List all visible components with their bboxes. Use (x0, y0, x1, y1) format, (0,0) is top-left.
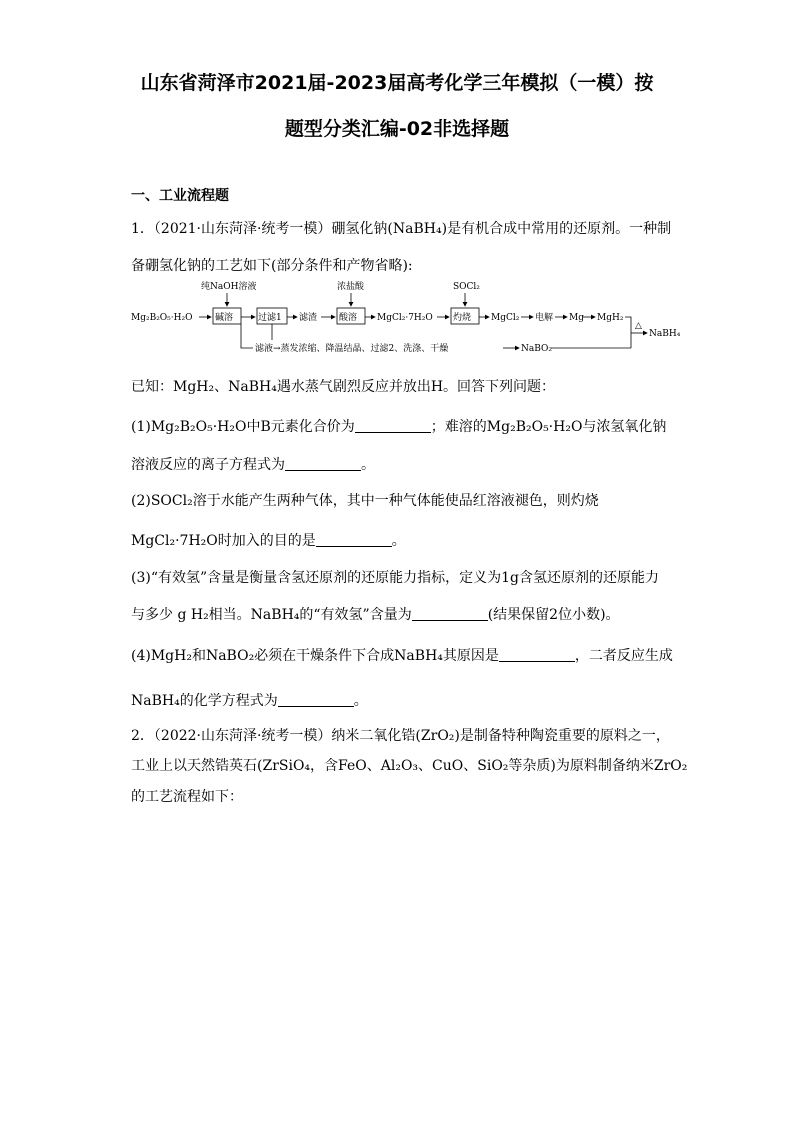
q2-intro-line3: 的工艺流程如下： (131, 789, 243, 805)
flow-mg: Mg (569, 313, 584, 323)
section-heading: 一、工业流程题 (131, 188, 229, 204)
flow-electrolysis: 电解 (535, 313, 554, 323)
q1-part1-line1 (131, 416, 666, 436)
q1-p3b-pre: 与多少 g H₂相当。NaBH₄的“有效氢”含量为 (131, 607, 412, 623)
q1-p1a-pre: (1)Mg₂B₂O₅·H₂O中B元素化合价为 (131, 419, 355, 435)
q1-part3-line1: (3)“有效氢”含量是衡量含氢还原剂的还原能力指标，定义为1g含氢还原剂的还原能力 (131, 570, 660, 586)
flow-reagent-socl2: SOCl₂ (453, 282, 480, 292)
q1-part4-line1 (131, 645, 673, 665)
q1-part2-line2 (131, 530, 406, 550)
q1-p3b-post: (结果保留2位小数)。 (487, 607, 620, 623)
q1-part1-line2 (131, 454, 375, 474)
flow-heat: △ (635, 321, 642, 331)
flow-reagent-hcl: 浓盐酸 (337, 282, 365, 292)
q2-intro-line2: 工业上以天然锆英石(ZrSiO₄，含FeO、Al₂O₃、CuO、SiO₂等杂质)为原料制备纳米ZrO₂ (131, 758, 688, 774)
flow-product: NaBH₄ (649, 329, 681, 339)
q1-p4a-post: ，二者反应生成 (574, 648, 673, 664)
q1-part3-line2 (131, 604, 620, 624)
q1-p2b-post: 。 (391, 533, 406, 549)
q2-intro-line1: 2．（2022·山东菏泽·统考一模）纳米二氧化锆(ZrO₂)是制备特种陶瓷重要的原料之一， (131, 728, 670, 744)
flow-reagent-naoh: 纯NaOH溶液 (201, 282, 257, 292)
flow-mgcl2: MgCl₂ (491, 313, 520, 323)
page-title-line1: 山东省菏泽市2021届-2023届高考化学三年模拟（一模）按 (140, 72, 654, 94)
answer-blank[interactable] (355, 418, 431, 433)
q1-part4-line2 (131, 690, 368, 710)
flow-mgcl2-hydrate: MgCl₂·7H₂O (377, 313, 433, 323)
q1-known: 已知：MgH₂、NaBH₄遇水蒸气剧烈反应并放出H。回答下列问题： (131, 379, 556, 395)
process-flow-diagram (131, 278, 691, 360)
flow-start: Mg₂B₂O₅·H₂O (131, 313, 193, 323)
answer-blank[interactable] (499, 647, 575, 662)
q1-p4b-post: 。 (353, 693, 368, 709)
flow-nabo2: NaBO₂ (521, 344, 553, 354)
q1-p2b-pre: MgCl₂·7H₂O时加入的目的是 (131, 533, 316, 549)
answer-blank[interactable] (285, 456, 361, 471)
q1-p1a-mid: ；难溶的Mg₂B₂O₅·H₂O与浓氢氧化钠 (430, 419, 667, 435)
q1-intro-line1: 1．（2021·山东菏泽·统考一模）硼氢化钠(NaBH₄)是有机合成中常用的还原剂。一种制 (131, 221, 672, 237)
q1-intro-line2: 备硼氢化钠的工艺如下(部分条件和产物省略): (131, 258, 413, 274)
page-title-line2: 题型分类汇编-02非选择题 (284, 118, 510, 140)
flow-box4-label: 灼烧 (453, 313, 472, 323)
q1-p4a-pre: (4)MgH₂和NaBO₂必须在干燥条件下合成NaBH₄其原因是 (131, 648, 499, 664)
flow-box1-label: 碱溶 (215, 313, 234, 323)
answer-blank[interactable] (412, 606, 488, 621)
q1-p4b-pre: NaBH₄的化学方程式为 (131, 693, 278, 709)
q1-part2-line1: (2)SOCl₂溶于水能产生两种气体，其中一种气体能使品红溶液褪色，则灼烧 (131, 493, 599, 509)
flow-box3-label: 酸溶 (339, 313, 358, 323)
flow-residue: 滤渣 (299, 313, 318, 323)
flow-mgh2: MgH₂ (597, 313, 624, 323)
q1-p1b-post: 。 (361, 457, 375, 473)
flow-filtrate-path: 滤液→蒸发浓缩、降温结晶、过滤2、洗涤、干燥 (255, 344, 449, 354)
q1-p1b-pre: 溶液反应的离子方程式为 (131, 457, 285, 473)
answer-blank[interactable] (278, 692, 354, 707)
answer-blank[interactable] (316, 532, 392, 547)
flow-box2-label: 过滤1 (258, 313, 282, 323)
